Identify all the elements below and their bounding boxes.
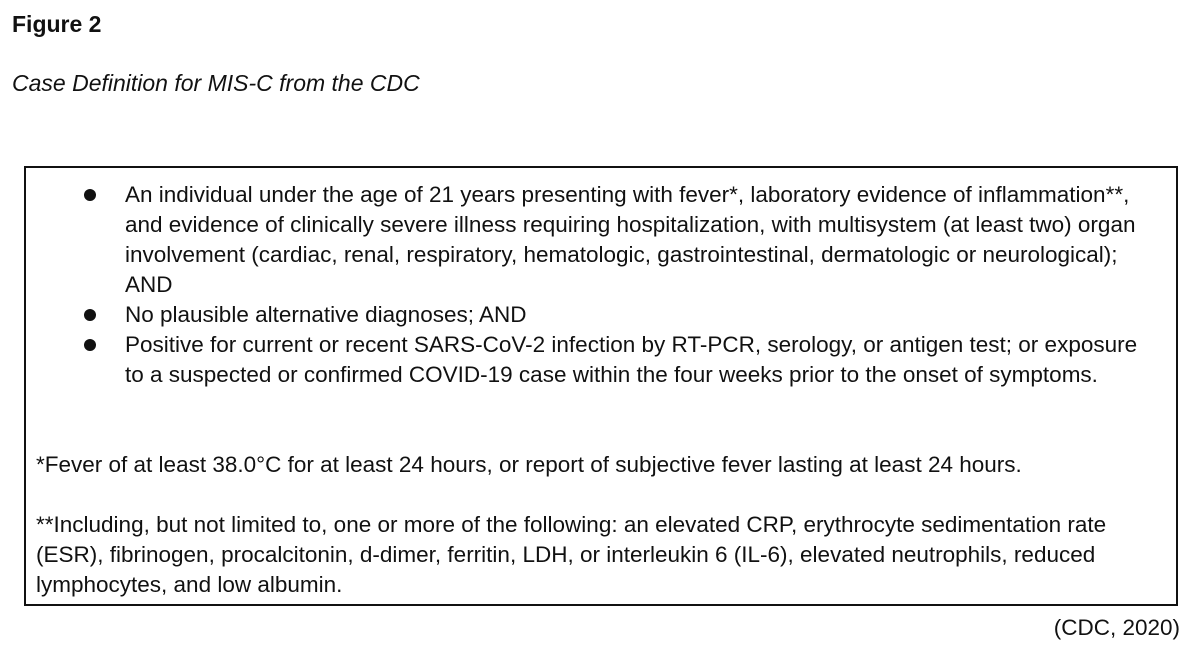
criterion-no-alternative-diagnoses (26, 300, 1176, 330)
criterion-age-fever-inflammation (26, 180, 1176, 300)
criteria-list (26, 180, 1176, 390)
citation: (CDC, 2020) (1053, 615, 1180, 640)
bullet-icon (84, 309, 96, 321)
figure-caption: Case Definition for MIS-C from the CDC (12, 70, 420, 96)
bullet-icon (84, 339, 96, 351)
criterion-text: An individual under the age of 21 years presenting with fever*, laboratory evidence of inflammation**, and evidence of clinically severe illness requiring hospitalization, with multisystem (at least two) organ involvement (cardiac, renal, respiratory, hematologic, gastrointestinal, dermatologic or neurological); AND (125, 182, 1136, 297)
criterion-text: Positive for current or recent SARS-CoV-2 infection by RT-PCR, serology, or antigen test; or exposure to a suspected or confirmed COVID-19 case within the four weeks prior to the onset of symptoms. (125, 332, 1138, 387)
footnote-inflammation: **Including, but not limited to, one or more of the following: an elevated CRP, erythrocyte sedimentation rate (ESR), fibrinogen, procalcitonin, d-dimer, ferritin, LDH, or interleukin 6 (IL-6), elevated neutrophils, reduced lymphocytes, and low albumin. (36, 512, 1107, 597)
figure-label: Figure 2 (12, 11, 102, 37)
criterion-sars-cov-2-positive (26, 330, 1176, 390)
criterion-text: No plausible alternative diagnoses; AND (125, 302, 527, 327)
bullet-icon (84, 189, 96, 201)
case-definition-box (24, 166, 1178, 606)
footnote-fever: *Fever of at least 38.0°C for at least 24 hours, or report of subjective fever lasting at least 24 hours. (36, 452, 1022, 477)
